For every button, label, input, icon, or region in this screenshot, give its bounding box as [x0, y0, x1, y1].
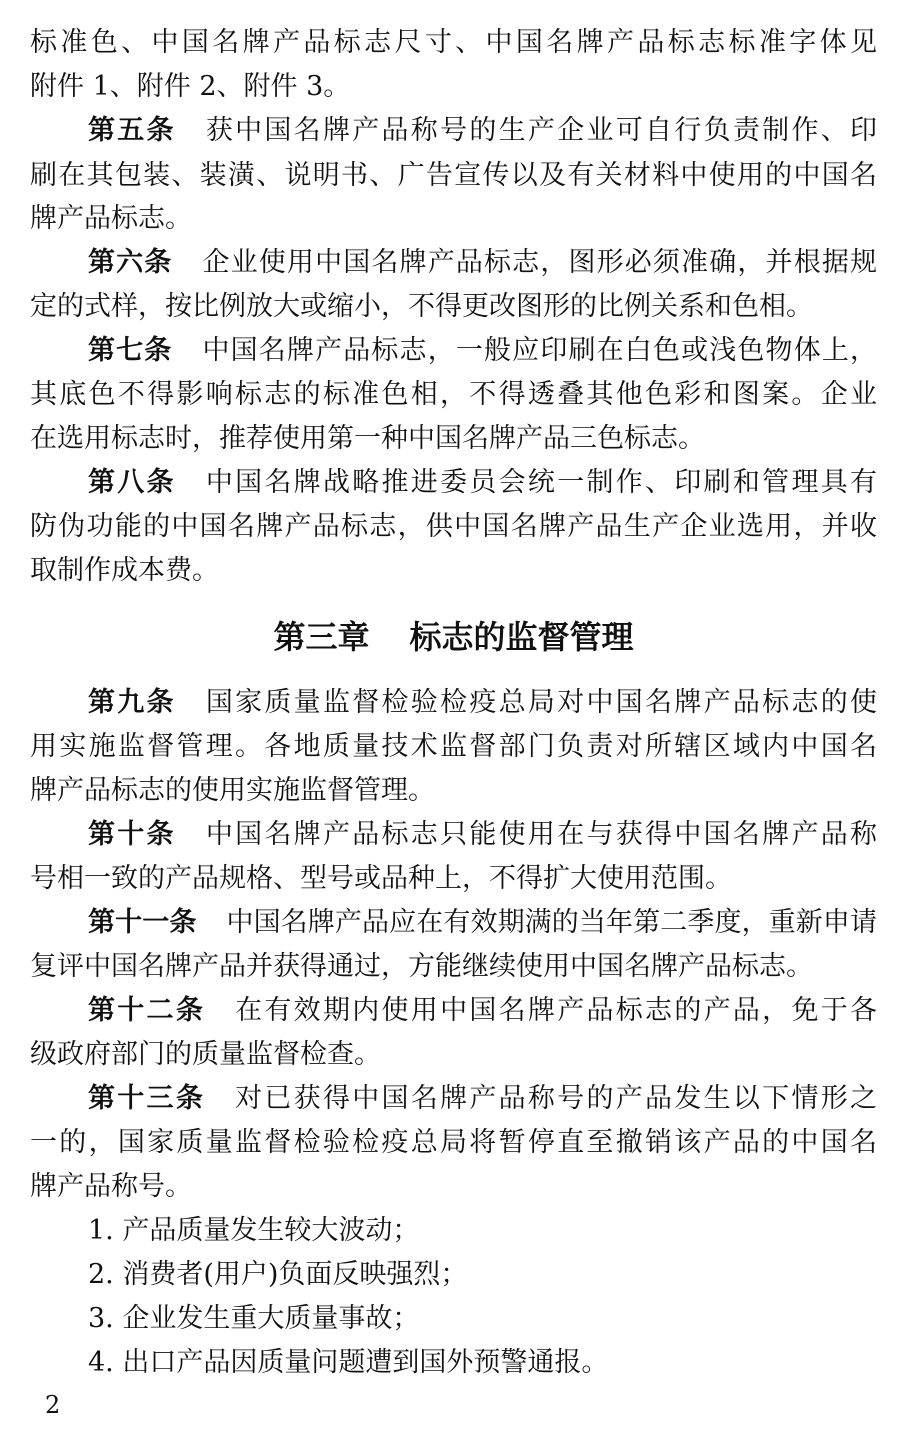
text-line: 防伪功能的中国名牌产品标志，供中国名牌产品生产企业选用，并收	[30, 511, 877, 542]
text-line: 刷在其包装、装潢、说明书、广告宣传以及有关材料中使用的中国名	[30, 160, 877, 191]
chapter-heading	[30, 612, 877, 662]
text-line: 附件 1、附件 2、附件 3。	[30, 71, 351, 102]
text-line: 中国名牌产品标志只能使用在与获得中国名牌产品称	[205, 819, 877, 850]
text-line: 牌产品标志。	[30, 203, 192, 234]
article-13	[88, 1076, 877, 1122]
text-line: 牌产品标志的使用实施监督管理。	[30, 775, 435, 806]
text-line: 用实施监督管理。各地质量技术监督部门负责对所辖区域内中国名	[30, 731, 877, 762]
text-line: 复评中国名牌产品并获得通过，方能继续使用中国名牌产品标志。	[30, 951, 813, 982]
article-5	[88, 108, 877, 154]
list-item: 1. 产品质量发生较大波动；	[88, 1215, 420, 1246]
article-9	[88, 680, 877, 726]
article-heading: 第六条	[88, 247, 173, 278]
text-line: 定的式样，按比例放大或缩小，不得更改图形的比例关系和色相。	[30, 291, 813, 322]
text-line: 取制作成本费。	[30, 555, 219, 586]
list-item: 4. 出口产品因质量问题遭到国外预警通报。	[88, 1347, 609, 1378]
text-line: 对已获得中国名牌产品称号的产品发生以下情形之	[235, 1083, 877, 1114]
text-line: 标准色、中国名牌产品标志尺寸、中国名牌产品标志标准字体见	[30, 27, 877, 58]
chapter-title: 标志的监督管理	[409, 618, 634, 656]
article-heading: 第五条	[88, 115, 176, 146]
text-line: 获中国名牌产品称号的生产企业可自行负责制作、印	[205, 115, 877, 146]
article-10	[88, 812, 877, 858]
list-item: 3. 企业发生重大质量事故；	[88, 1303, 420, 1334]
article-heading: 第七条	[88, 335, 173, 366]
text-line: 其底色不得影响标志的标准色相，不得透叠其他色彩和图案。企业	[30, 379, 877, 410]
article-heading: 第十一条	[88, 907, 197, 938]
article-heading: 第九条	[88, 687, 176, 718]
text-line: 在有效期内使用中国名牌产品标志的产品，免于各	[235, 995, 877, 1026]
text-line: 中国名牌产品标志，一般应印刷在白色或浅色物体上，	[202, 335, 877, 366]
chapter-number: 第三章	[273, 618, 370, 656]
text-line: 号相一致的产品规格、型号或品种上，不得扩大使用范围。	[30, 863, 732, 894]
article-11	[88, 900, 877, 946]
article-7	[88, 328, 877, 374]
article-heading: 第十条	[88, 819, 176, 850]
text-line: 中国名牌战略推进委员会统一制作、印刷和管理具有	[205, 467, 877, 498]
text-line: 牌产品称号。	[30, 1171, 192, 1202]
list-item: 2. 消费者(用户)负面反映强烈；	[88, 1259, 468, 1290]
article-heading: 第十三条	[88, 1083, 206, 1114]
article-heading: 第十二条	[88, 995, 206, 1026]
article-8	[88, 460, 877, 506]
text-line: 国家质量监督检验检疫总局对中国名牌产品标志的使	[205, 687, 877, 718]
text-line: 级政府部门的质量监督检查。	[30, 1039, 381, 1070]
page-number: 2	[45, 1391, 61, 1419]
article-heading: 第八条	[88, 467, 176, 498]
article-6	[88, 240, 877, 286]
article-12	[88, 988, 877, 1034]
text-line: 企业使用中国名牌产品标志，图形必须准确，并根据规	[202, 247, 877, 278]
text-line: 在选用标志时，推荐使用第一种中国名牌产品三色标志。	[30, 423, 705, 454]
text-line: 中国名牌产品应在有效期满的当年第二季度，重新申请	[226, 907, 877, 938]
text-line: 一的，国家质量监督检验检疫总局将暂停直至撤销该产品的中国名	[30, 1127, 877, 1158]
